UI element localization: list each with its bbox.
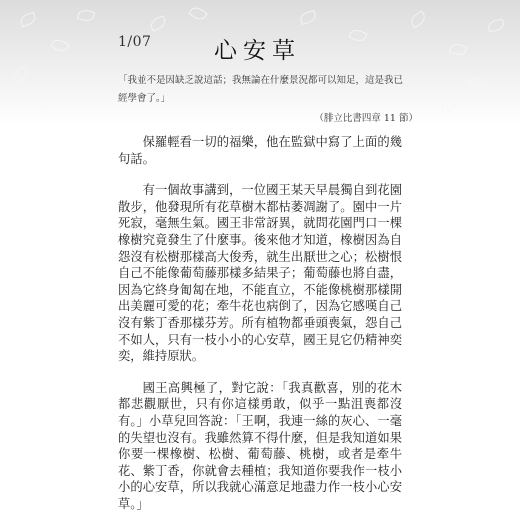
leaf-pattern: [299, 10, 317, 25]
body-paragraph: 有一個故事講到，一位國王某天早晨獨自到花園散步，他發現所有花草樹木都枯萎凋謝了。園中一片死寂，毫無生氣。國王非常訝異，就問花園門口一棵橡樹究竟發生了什麼事。後來他才知道，橡樹因為自怨沒有松樹那樣高大俊秀，就生出厭世之心；松樹恨自己不能像葡萄藤那樣多結果子；葡萄藤也將自盡，因為它終身匍匐在地，不能直立，不能像桃樹那樣開出美麗可愛的花；牽牛花也病倒了，因為它感嘆自己沒有紫丁香那樣芬芳。所有植物都垂頭喪氣，怨自己不如人，只有一枝小小的心安草，國王見它仍精神奕奕，維持原狀。: [118, 183, 402, 364]
leaf-pattern: [348, 27, 367, 44]
leaf-pattern: [468, 74, 487, 93]
leaf-pattern: [438, 97, 457, 115]
body-text: [118, 134, 402, 512]
leaf-pattern: [19, 12, 38, 28]
body-paragraph: 保羅輕看一切的福樂，他在監獄中寫了上面的幾句話。: [118, 135, 402, 166]
leaf-pattern: [148, 15, 167, 32]
leaf-pattern: [77, 8, 95, 23]
leaf-pattern: [188, 4, 207, 22]
page-number: 1/07: [118, 34, 152, 50]
leaf-pattern: [408, 10, 427, 28]
epigraph-citation: （腓立比書四章 11 節）: [314, 113, 418, 124]
body-paragraph: 國王高興極了，對它說：「我真歡喜，別的花木都悲觀厭世，只有你這樣勇敢，似乎一點沮喪都沒有。」小草兒回答說：「王啊，我連一絲的灰心、一毫的失望也沒有。我雖然算不得什麼，但是我知道如果你要一棵橡樹、松樹、葡萄藤、桃樹，或者是牽牛花、紫丁香，你就會去種植；我知道你要我作一枝小小的心安草，所以我就心滿意足地盡力作一枝小心安草。」: [118, 380, 402, 511]
leaf-pattern: [50, 37, 69, 55]
epigraph-quote: 「我並不是因缺乏說這話；我無論在什麼景況都可以知足，這是我已經學會了。」: [118, 75, 404, 104]
leaf-pattern: [10, 66, 29, 85]
leaf-pattern: [449, 42, 468, 58]
page-title: 心安草: [214, 38, 301, 64]
leaf-pattern: [39, 95, 57, 109]
leaf-pattern: [487, 19, 505, 33]
